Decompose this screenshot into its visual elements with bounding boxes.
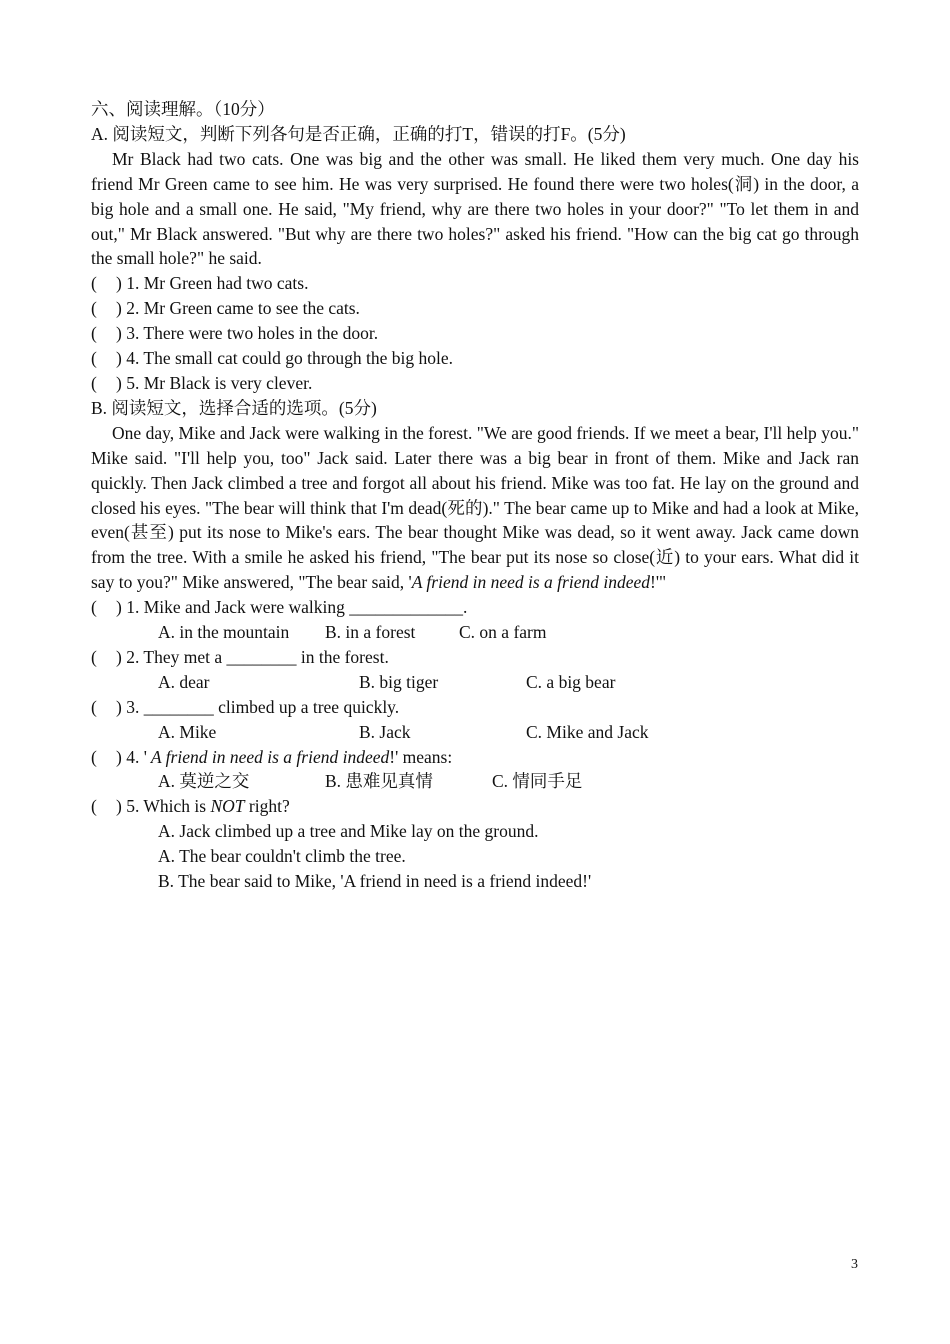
option-a: A. 莫逆之交: [158, 771, 250, 792]
part-b-question-4: ( ) 4. ' A friend in need is a friend indeed!' means:: [91, 746, 453, 767]
part-a-question-3: ( ) 3. There were two holes in the door.: [91, 323, 379, 344]
part-b-q5-option-1: A. Jack climbed up a tree and Mike lay on the ground.: [158, 821, 539, 842]
part-b-q3-options: [91, 720, 859, 745]
option-a: A. in the mountain: [158, 622, 290, 643]
option-c: C. 情同手足: [492, 771, 583, 792]
option-a: A. dear: [158, 671, 210, 692]
option-a: A. Mike: [158, 721, 217, 742]
part-b-question-1: ( ) 1. Mike and Jack were walking _____________.: [91, 597, 468, 618]
part-b-q5-option-2: A. The bear couldn't climb the tree.: [158, 846, 406, 867]
part-a-passage: Mr Black had two cats. One was big and the other was small. He liked them very much. One day his friend Mr Green came to see him. He was very surprised. He found there were two holes(洞) in the door, a big hole and a small one. He said, "My friend, why are there two holes in your door?" "To let them in and out," Mr Black answered. "But why are there two holes?" asked his friend. "How can the big cat go through the small hole?" he said.: [91, 148, 859, 269]
part-a-question-1: ( ) 1. Mr Green had two cats.: [91, 273, 309, 294]
part-b-passage: One day, Mike and Jack were walking in the forest. "We are good friends. If we meet a bear, I'll help you." Mike said. "I'll help you, too" Jack said. Later there was a big bear in front of them. Mike and Jack ran quickly. Then Jack climbed a tree and forgot all about his friend. Mike was too fat. He lay on the ground and closed his eyes. "The bear will think that I'm dead(死的)." The bear came up to Mike and had a look at Mike, even(甚至) put its nose to Mike's ears. The bear thought Mike was dead, so it went away. Jack came down from the tree. With a smile he asked his friend, "The bear put its nose so close(近) to your ears. What did it say to you?" Mike answered, "The bear said, 'A friend in need is a friend indeed!'": [91, 422, 859, 593]
part-a-question-2: ( ) 2. Mr Green came to see the cats.: [91, 298, 360, 319]
worksheet-page: [91, 97, 859, 894]
part-b-q2-options: [91, 670, 859, 695]
option-c: C. on a farm: [459, 622, 547, 643]
part-a-question-4: ( ) 4. The small cat could go through the big hole.: [91, 348, 453, 369]
part-b-q4-options: [91, 769, 859, 794]
part-b-question-3: ( ) 3. ________ climbed up a tree quickly.: [91, 696, 400, 717]
page-number: 3: [851, 1257, 858, 1272]
part-a-heading: A. 阅读短文，判断下列各句是否正确，正确的打T，错误的打F。(5分): [91, 123, 626, 144]
part-b-q1-options: [91, 620, 859, 645]
part-b-question-2: ( ) 2. They met a ________ in the forest.: [91, 646, 389, 667]
option-b: B. Jack: [359, 721, 411, 742]
part-b-heading: B. 阅读短文，选择合适的选项。(5分): [91, 397, 377, 418]
option-b: B. big tiger: [359, 671, 439, 692]
option-c: C. Mike and Jack: [526, 721, 649, 742]
option-b: B. 患难见真情: [325, 771, 433, 792]
part-b-q5-option-3: B. The bear said to Mike, 'A friend in need is a friend indeed!': [158, 871, 592, 892]
option-b: B. in a forest: [325, 622, 416, 643]
section-title: 六、阅读理解。（10分）: [91, 99, 275, 119]
option-c: C. a big bear: [526, 671, 616, 692]
part-b-question-5: ( ) 5. Which is NOT right?: [91, 796, 290, 817]
part-a-question-5: ( ) 5. Mr Black is very clever.: [91, 372, 313, 393]
